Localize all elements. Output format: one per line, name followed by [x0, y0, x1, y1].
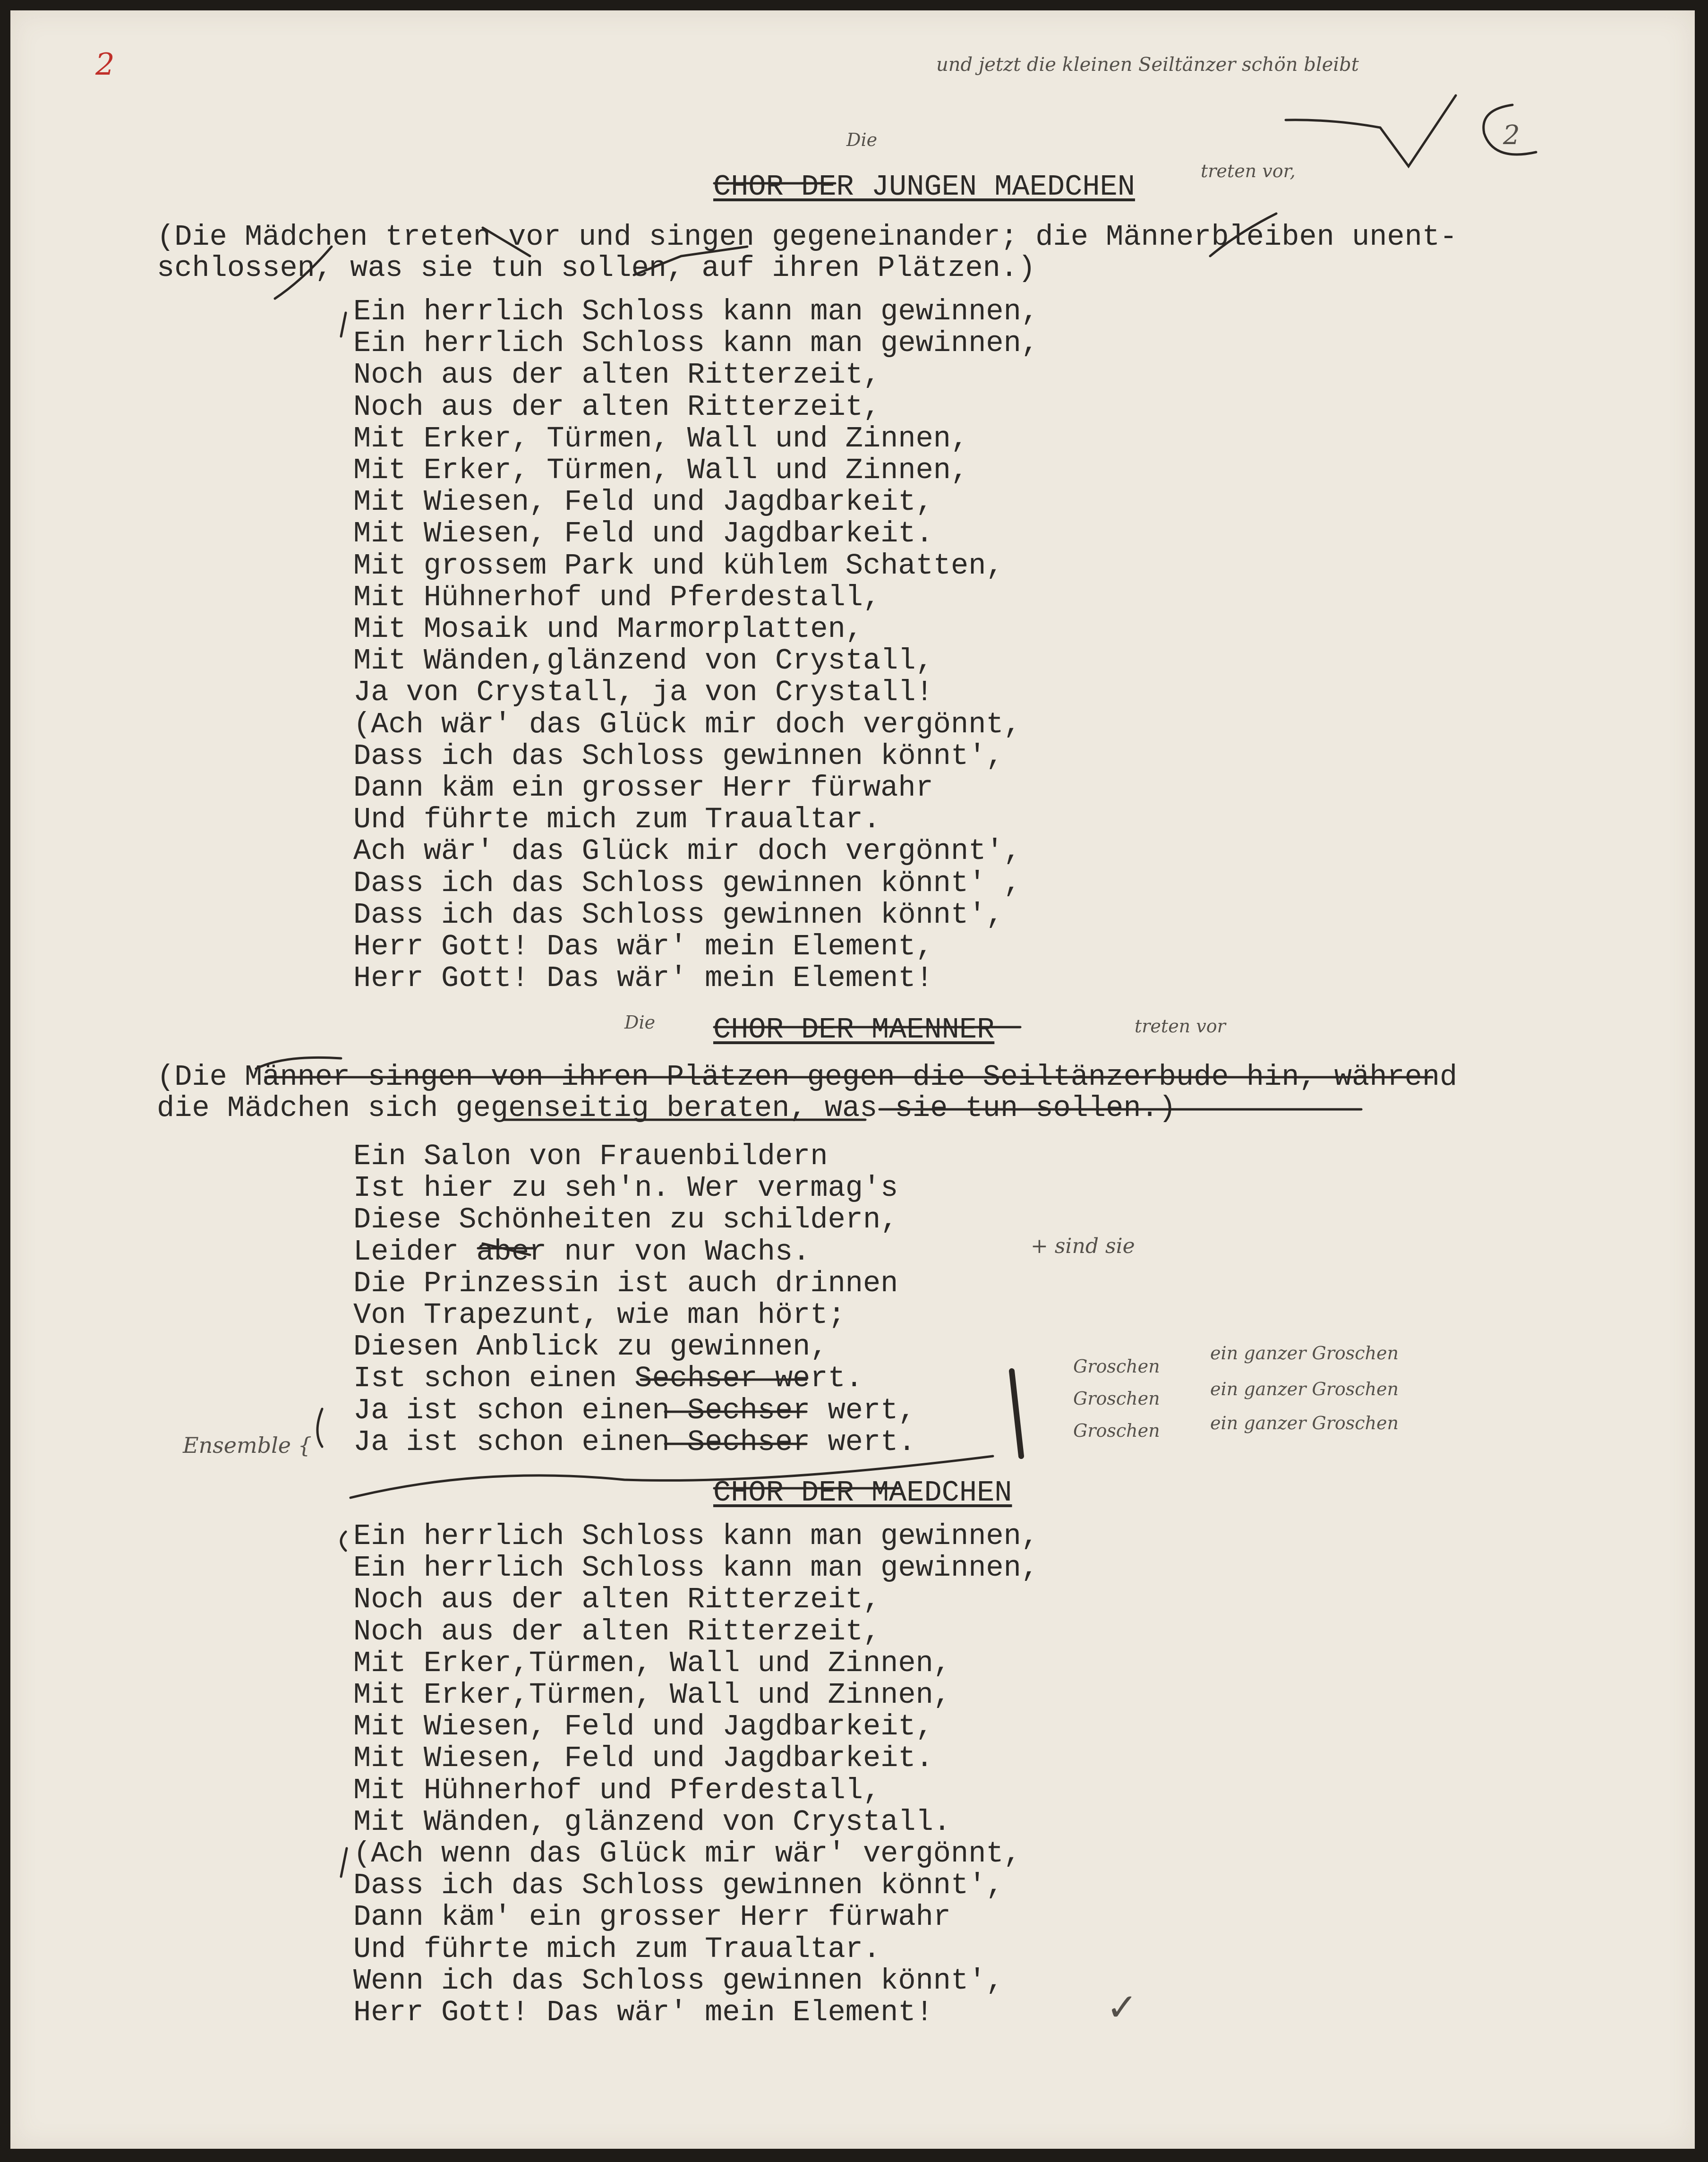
handwritten-ganzer-groschen-2: ein ganzer Groschen [1210, 1379, 1399, 1399]
stage-direction-line: (Die Mädchen treten vor und singen gegeneinander; die Männerbleiben unent- [157, 220, 1458, 254]
handwritten-ganzer-groschen-3: ein ganzer Groschen [1210, 1413, 1399, 1433]
verse-line: Mit grossem Park und kühlem Schatten, [353, 549, 1004, 583]
verse-line: (Ach wenn das Glück mir wär' vergönnt, [353, 1837, 1021, 1870]
handwritten-note-sind-sie: + sind sie [1031, 1234, 1135, 1258]
verse-line: Mit Erker,Türmen, Wall und Zinnen, [353, 1678, 951, 1712]
verse-line: Mit Wiesen, Feld und Jagdbarkeit. [353, 517, 933, 551]
verse-line: Noch aus der alten Ritterzeit, [353, 1614, 881, 1648]
verse-line: Ja ist schon einen Sechser wert, [353, 1393, 916, 1427]
handwritten-groschen-1: Groschen [1073, 1356, 1160, 1377]
verse-line: Mit Wänden,glänzend von Crystall, [353, 644, 933, 678]
verse-line: Diesen Anblick zu gewinnen, [353, 1330, 828, 1364]
verse-line: Ein herrlich Schloss kann man gewinnen, [353, 295, 1039, 328]
verse-line: Wenn ich das Schloss gewinnen könnt', [353, 1964, 1004, 1998]
verse-line: Ein herrlich Schloss kann man gewinnen, [353, 1519, 1039, 1553]
verse-line: Herr Gott! Das wär' mein Element! [353, 961, 933, 995]
handwritten-note-die-1: Die [846, 129, 878, 150]
verse-line: Dass ich das Schloss gewinnen könnt', [353, 898, 1004, 932]
handwritten-ensemble-note: Ensemble { [183, 1433, 312, 1458]
verse-line: Noch aus der alten Ritterzeit, [353, 358, 881, 392]
verse-line: Die Prinzessin ist auch drinnen [353, 1266, 898, 1300]
verse-line: Dann käm' ein grosser Herr fürwahr [353, 1900, 951, 1934]
page-number: 2 [95, 47, 115, 82]
stage-direction-line: schlossen, was sie tun sollen, auf ihren Plätzen.) [157, 251, 1036, 285]
verse-line: Ein herrlich Schloss kann man gewinnen, [353, 1551, 1039, 1585]
verse-line: Mit Wänden, glänzend von Crystall. [353, 1805, 951, 1839]
verse-line: (Ach wär' das Glück mir doch vergönnt, [353, 707, 1021, 741]
verse-line: Ja ist schon einen Sechser wert. [353, 1425, 916, 1459]
verse-line: Ein herrlich Schloss kann man gewinnen, [353, 326, 1039, 360]
verse-line: Von Trapezunt, wie man hört; [353, 1298, 845, 1332]
heading-chor-maenner: CHOR DER MAENNER [713, 1013, 995, 1047]
verse-line: Noch aus der alten Ritterzeit, [353, 1583, 881, 1617]
verse-line: Mit Erker, Türmen, Wall und Zinnen, [353, 454, 969, 487]
verse-line: Dass ich das Schloss gewinnen könnt', [353, 1869, 1004, 1903]
verse-line: Ach wär' das Glück mir doch vergönnt', [353, 834, 1021, 868]
verse-line: Mit Wiesen, Feld und Jagdbarkeit, [353, 1710, 933, 1744]
handwritten-note-die-2: Die [624, 1012, 656, 1033]
verse-line: Mit Hühnerhof und Pferdestall, [353, 1773, 881, 1807]
verse-line: Ist hier zu seh'n. Wer vermag's [353, 1171, 898, 1205]
handwritten-groschen-2: Groschen [1073, 1388, 1160, 1409]
handwritten-note-treten-2: treten vor [1135, 1016, 1226, 1037]
verse-line: Mit Mosaik und Marmorplatten, [353, 612, 863, 646]
handwritten-checkmark: ✓ [1106, 1985, 1138, 2029]
verse-line: Dass ich das Schloss gewinnen könnt', [353, 739, 1004, 773]
verse-line: Und führte mich zum Traualtar. [353, 803, 881, 837]
verse-line: Mit Erker,Türmen, Wall und Zinnen, [353, 1646, 951, 1680]
verse-line: Dann käm ein grosser Herr fürwahr [353, 771, 933, 805]
verse-line: Ist schon einen Sechser wert. [353, 1362, 863, 1396]
verse-line: Ein Salon von Frauenbildern [353, 1140, 828, 1173]
handwritten-note-top: und jetzt die kleinen Seiltänzer schön bleibt [936, 54, 1359, 76]
verse-line: Herr Gott! Das wär' mein Element! [353, 1996, 933, 2029]
heading-chor-jungen-maedchen: CHOR DER JUNGEN MAEDCHEN [713, 170, 1135, 204]
handwritten-ganzer-groschen-1: ein ganzer Groschen [1210, 1343, 1399, 1364]
heading-chor-maedchen: CHOR DER MAEDCHEN [713, 1476, 1012, 1510]
typescript-page [10, 10, 1695, 2149]
verse-line: Mit Wiesen, Feld und Jagdbarkeit. [353, 1742, 933, 1776]
verse-line: Diese Schönheiten zu schildern, [353, 1203, 898, 1237]
stage-direction-line: (Die Männer singen von ihren Plätzen gegen die Seiltänzerbude hin, während [157, 1060, 1458, 1094]
verse-line: Ja von Crystall, ja von Crystall! [353, 676, 933, 710]
verse-line: Leider aber nur von Wachs. [353, 1235, 811, 1269]
handwritten-groschen-3: Groschen [1073, 1420, 1160, 1441]
handwritten-note-treten: treten vor, [1201, 161, 1296, 181]
verse-line: Mit Wiesen, Feld und Jagdbarkeit, [353, 485, 933, 519]
verse-line: Mit Hühnerhof und Pferdestall, [353, 580, 881, 614]
verse-line: Dass ich das Schloss gewinnen könnt' , [353, 866, 1021, 900]
verse-line: Mit Erker, Türmen, Wall und Zinnen, [353, 421, 969, 455]
handwritten-mark-2: 2 [1503, 120, 1520, 151]
stage-direction-line: die Mädchen sich gegenseitig beraten, was sie tun sollen.) [157, 1091, 1176, 1125]
verse-line: Herr Gott! Das wär' mein Element, [353, 930, 933, 963]
verse-line: Noch aus der alten Ritterzeit, [353, 390, 881, 424]
verse-line: Und führte mich zum Traualtar. [353, 1932, 881, 1966]
